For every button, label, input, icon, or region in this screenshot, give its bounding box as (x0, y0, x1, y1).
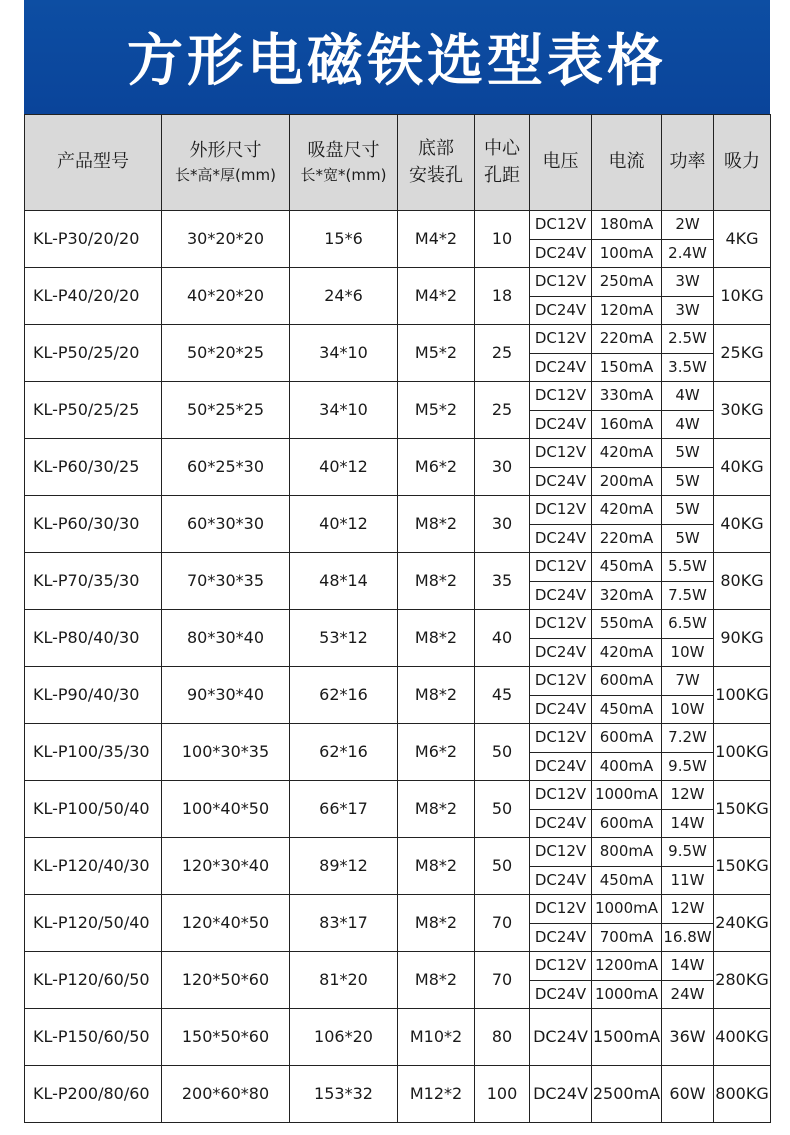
outer-size-cell: 150*50*60 (162, 1009, 290, 1066)
power-cell: 10W (662, 695, 714, 724)
mount-hole-cell: M4*2 (398, 211, 475, 268)
suction-size-cell: 40*12 (290, 496, 398, 553)
force-cell: 10KG (714, 268, 771, 325)
current-cell: 330mA (592, 382, 662, 411)
power-cell: 7.2W (662, 724, 714, 753)
table-row (25, 268, 771, 297)
voltage-cell: DC12V (530, 553, 592, 582)
mount-hole-cell: M5*2 (398, 382, 475, 439)
force-cell: 80KG (714, 553, 771, 610)
model-cell: KL-P30/20/20 (25, 211, 162, 268)
force-cell: 240KG (714, 895, 771, 952)
mount-hole-cell: M8*2 (398, 952, 475, 1009)
table-row (25, 382, 771, 411)
power-cell: 60W (662, 1066, 714, 1123)
current-cell: 320mA (592, 581, 662, 610)
suction-size-cell: 66*17 (290, 781, 398, 838)
outer-size-cell: 30*20*20 (162, 211, 290, 268)
header-power: 功率 (662, 115, 714, 211)
outer-size-cell: 120*50*60 (162, 952, 290, 1009)
voltage-cell: DC24V (530, 695, 592, 724)
power-cell: 24W (662, 980, 714, 1009)
power-cell: 2.4W (662, 239, 714, 268)
model-cell: KL-P40/20/20 (25, 268, 162, 325)
mount-hole-cell: M6*2 (398, 724, 475, 781)
power-cell: 36W (662, 1009, 714, 1066)
header-current: 电流 (592, 115, 662, 211)
title-banner (24, 0, 770, 114)
center-distance-cell: 50 (475, 838, 530, 895)
power-cell: 5.5W (662, 553, 714, 582)
force-cell: 30KG (714, 382, 771, 439)
suction-size-cell: 24*6 (290, 268, 398, 325)
model-cell: KL-P90/40/30 (25, 667, 162, 724)
model-cell: KL-P60/30/30 (25, 496, 162, 553)
model-cell: KL-P100/50/40 (25, 781, 162, 838)
model-cell: KL-P120/60/50 (25, 952, 162, 1009)
suction-size-cell: 34*10 (290, 325, 398, 382)
current-cell: 1500mA (592, 1009, 662, 1066)
voltage-cell: DC24V (530, 467, 592, 496)
mount-hole-cell: M10*2 (398, 1009, 475, 1066)
model-cell: KL-P50/25/20 (25, 325, 162, 382)
table-row (25, 1009, 771, 1066)
current-cell: 1000mA (592, 980, 662, 1009)
suction-size-cell: 83*17 (290, 895, 398, 952)
power-cell: 9.5W (662, 752, 714, 781)
suction-size-cell: 48*14 (290, 553, 398, 610)
table-row (25, 895, 771, 924)
current-cell: 800mA (592, 838, 662, 867)
voltage-cell: DC24V (530, 581, 592, 610)
page-title: 方形电磁铁选型表格 (127, 29, 667, 94)
force-cell: 100KG (714, 724, 771, 781)
current-cell: 1000mA (592, 781, 662, 810)
center-distance-cell: 30 (475, 439, 530, 496)
current-cell: 160mA (592, 410, 662, 439)
voltage-cell: DC24V (530, 923, 592, 952)
table-row (25, 610, 771, 639)
current-cell: 450mA (592, 695, 662, 724)
current-cell: 420mA (592, 439, 662, 468)
current-cell: 700mA (592, 923, 662, 952)
power-cell: 4W (662, 382, 714, 411)
mount-hole-cell: M8*2 (398, 781, 475, 838)
center-distance-cell: 50 (475, 724, 530, 781)
mount-hole-cell: M5*2 (398, 325, 475, 382)
model-cell: KL-P120/50/40 (25, 895, 162, 952)
table-row (25, 724, 771, 753)
power-cell: 5W (662, 524, 714, 553)
current-cell: 100mA (592, 239, 662, 268)
table-row (25, 952, 771, 981)
table-header-row (25, 115, 771, 211)
voltage-cell: DC24V (530, 809, 592, 838)
voltage-cell: DC24V (530, 524, 592, 553)
power-cell: 2.5W (662, 325, 714, 354)
suction-size-cell: 106*20 (290, 1009, 398, 1066)
mount-hole-cell: M6*2 (398, 439, 475, 496)
table-row (25, 496, 771, 525)
model-cell: KL-P70/35/30 (25, 553, 162, 610)
center-distance-cell: 100 (475, 1066, 530, 1123)
model-cell: KL-P50/25/25 (25, 382, 162, 439)
header-voltage: 电压 (530, 115, 592, 211)
center-distance-cell: 18 (475, 268, 530, 325)
voltage-cell: DC24V (530, 1009, 592, 1066)
suction-size-cell: 34*10 (290, 382, 398, 439)
voltage-cell: DC12V (530, 268, 592, 297)
outer-size-cell: 60*25*30 (162, 439, 290, 496)
model-cell: KL-P200/80/60 (25, 1066, 162, 1123)
outer-size-cell: 50*20*25 (162, 325, 290, 382)
table-row (25, 439, 771, 468)
header-center-distance: 中心 孔距 (475, 115, 530, 211)
power-cell: 12W (662, 895, 714, 924)
force-cell: 280KG (714, 952, 771, 1009)
spec-table (24, 114, 771, 1123)
current-cell: 250mA (592, 268, 662, 297)
voltage-cell: DC24V (530, 296, 592, 325)
table-row (25, 1066, 771, 1123)
current-cell: 600mA (592, 724, 662, 753)
current-cell: 220mA (592, 325, 662, 354)
header-force: 吸力 (714, 115, 771, 211)
center-distance-cell: 45 (475, 667, 530, 724)
force-cell: 40KG (714, 439, 771, 496)
power-cell: 5W (662, 496, 714, 525)
model-cell: KL-P150/60/50 (25, 1009, 162, 1066)
mount-hole-cell: M8*2 (398, 667, 475, 724)
voltage-cell: DC12V (530, 610, 592, 639)
suction-size-cell: 40*12 (290, 439, 398, 496)
outer-size-cell: 80*30*40 (162, 610, 290, 667)
suction-size-cell: 89*12 (290, 838, 398, 895)
model-cell: KL-P60/30/25 (25, 439, 162, 496)
force-cell: 800KG (714, 1066, 771, 1123)
voltage-cell: DC12V (530, 667, 592, 696)
suction-size-cell: 81*20 (290, 952, 398, 1009)
power-cell: 3.5W (662, 353, 714, 382)
outer-size-cell: 50*25*25 (162, 382, 290, 439)
force-cell: 400KG (714, 1009, 771, 1066)
mount-hole-cell: M8*2 (398, 895, 475, 952)
voltage-cell: DC12V (530, 895, 592, 924)
voltage-cell: DC24V (530, 980, 592, 1009)
model-cell: KL-P100/35/30 (25, 724, 162, 781)
header-suction-size: 吸盘尺寸 长*宽*(mm) (290, 115, 398, 211)
voltage-cell: DC12V (530, 724, 592, 753)
power-cell: 9.5W (662, 838, 714, 867)
outer-size-cell: 90*30*40 (162, 667, 290, 724)
outer-size-cell: 120*30*40 (162, 838, 290, 895)
suction-size-cell: 62*16 (290, 667, 398, 724)
outer-size-cell: 60*30*30 (162, 496, 290, 553)
voltage-cell: DC12V (530, 325, 592, 354)
center-distance-cell: 80 (475, 1009, 530, 1066)
current-cell: 450mA (592, 553, 662, 582)
voltage-cell: DC12V (530, 439, 592, 468)
current-cell: 200mA (592, 467, 662, 496)
voltage-cell: DC12V (530, 382, 592, 411)
table-row (25, 838, 771, 867)
power-cell: 4W (662, 410, 714, 439)
voltage-cell: DC12V (530, 211, 592, 240)
force-cell: 40KG (714, 496, 771, 553)
outer-size-cell: 40*20*20 (162, 268, 290, 325)
suction-size-cell: 53*12 (290, 610, 398, 667)
outer-size-cell: 100*30*35 (162, 724, 290, 781)
table-row (25, 667, 771, 696)
current-cell: 550mA (592, 610, 662, 639)
outer-size-cell: 70*30*35 (162, 553, 290, 610)
header-mount-hole: 底部 安装孔 (398, 115, 475, 211)
table-row (25, 553, 771, 582)
model-cell: KL-P120/40/30 (25, 838, 162, 895)
force-cell: 100KG (714, 667, 771, 724)
mount-hole-cell: M8*2 (398, 838, 475, 895)
current-cell: 400mA (592, 752, 662, 781)
power-cell: 14W (662, 809, 714, 838)
table-body (25, 211, 771, 1123)
center-distance-cell: 70 (475, 952, 530, 1009)
current-cell: 120mA (592, 296, 662, 325)
voltage-cell: DC24V (530, 239, 592, 268)
force-cell: 4KG (714, 211, 771, 268)
power-cell: 11W (662, 866, 714, 895)
power-cell: 16.8W (662, 923, 714, 952)
suction-size-cell: 62*16 (290, 724, 398, 781)
voltage-cell: DC24V (530, 866, 592, 895)
power-cell: 3W (662, 296, 714, 325)
current-cell: 1000mA (592, 895, 662, 924)
mount-hole-cell: M8*2 (398, 553, 475, 610)
table-row (25, 781, 771, 810)
voltage-cell: DC12V (530, 952, 592, 981)
table-row (25, 325, 771, 354)
current-cell: 2500mA (592, 1066, 662, 1123)
force-cell: 150KG (714, 781, 771, 838)
force-cell: 150KG (714, 838, 771, 895)
current-cell: 420mA (592, 496, 662, 525)
power-cell: 12W (662, 781, 714, 810)
outer-size-cell: 200*60*80 (162, 1066, 290, 1123)
power-cell: 5W (662, 439, 714, 468)
power-cell: 7W (662, 667, 714, 696)
model-cell: KL-P80/40/30 (25, 610, 162, 667)
power-cell: 3W (662, 268, 714, 297)
current-cell: 220mA (592, 524, 662, 553)
center-distance-cell: 25 (475, 382, 530, 439)
header-model: 产品型号 (25, 115, 162, 211)
mount-hole-cell: M4*2 (398, 268, 475, 325)
center-distance-cell: 70 (475, 895, 530, 952)
center-distance-cell: 40 (475, 610, 530, 667)
voltage-cell: DC12V (530, 838, 592, 867)
power-cell: 2W (662, 211, 714, 240)
current-cell: 420mA (592, 638, 662, 667)
power-cell: 7.5W (662, 581, 714, 610)
suction-size-cell: 153*32 (290, 1066, 398, 1123)
center-distance-cell: 50 (475, 781, 530, 838)
outer-size-cell: 120*40*50 (162, 895, 290, 952)
outer-size-cell: 100*40*50 (162, 781, 290, 838)
force-cell: 90KG (714, 610, 771, 667)
voltage-cell: DC24V (530, 638, 592, 667)
current-cell: 600mA (592, 667, 662, 696)
current-cell: 150mA (592, 353, 662, 382)
power-cell: 5W (662, 467, 714, 496)
current-cell: 180mA (592, 211, 662, 240)
current-cell: 450mA (592, 866, 662, 895)
voltage-cell: DC24V (530, 1066, 592, 1123)
voltage-cell: DC24V (530, 353, 592, 382)
voltage-cell: DC24V (530, 410, 592, 439)
current-cell: 600mA (592, 809, 662, 838)
center-distance-cell: 30 (475, 496, 530, 553)
mount-hole-cell: M8*2 (398, 496, 475, 553)
voltage-cell: DC12V (530, 781, 592, 810)
mount-hole-cell: M8*2 (398, 610, 475, 667)
power-cell: 6.5W (662, 610, 714, 639)
current-cell: 1200mA (592, 952, 662, 981)
voltage-cell: DC12V (530, 496, 592, 525)
power-cell: 14W (662, 952, 714, 981)
power-cell: 10W (662, 638, 714, 667)
header-outer-size: 外形尺寸 长*高*厚(mm) (162, 115, 290, 211)
center-distance-cell: 35 (475, 553, 530, 610)
table-row (25, 211, 771, 240)
center-distance-cell: 25 (475, 325, 530, 382)
suction-size-cell: 15*6 (290, 211, 398, 268)
mount-hole-cell: M12*2 (398, 1066, 475, 1123)
center-distance-cell: 10 (475, 211, 530, 268)
force-cell: 25KG (714, 325, 771, 382)
voltage-cell: DC24V (530, 752, 592, 781)
